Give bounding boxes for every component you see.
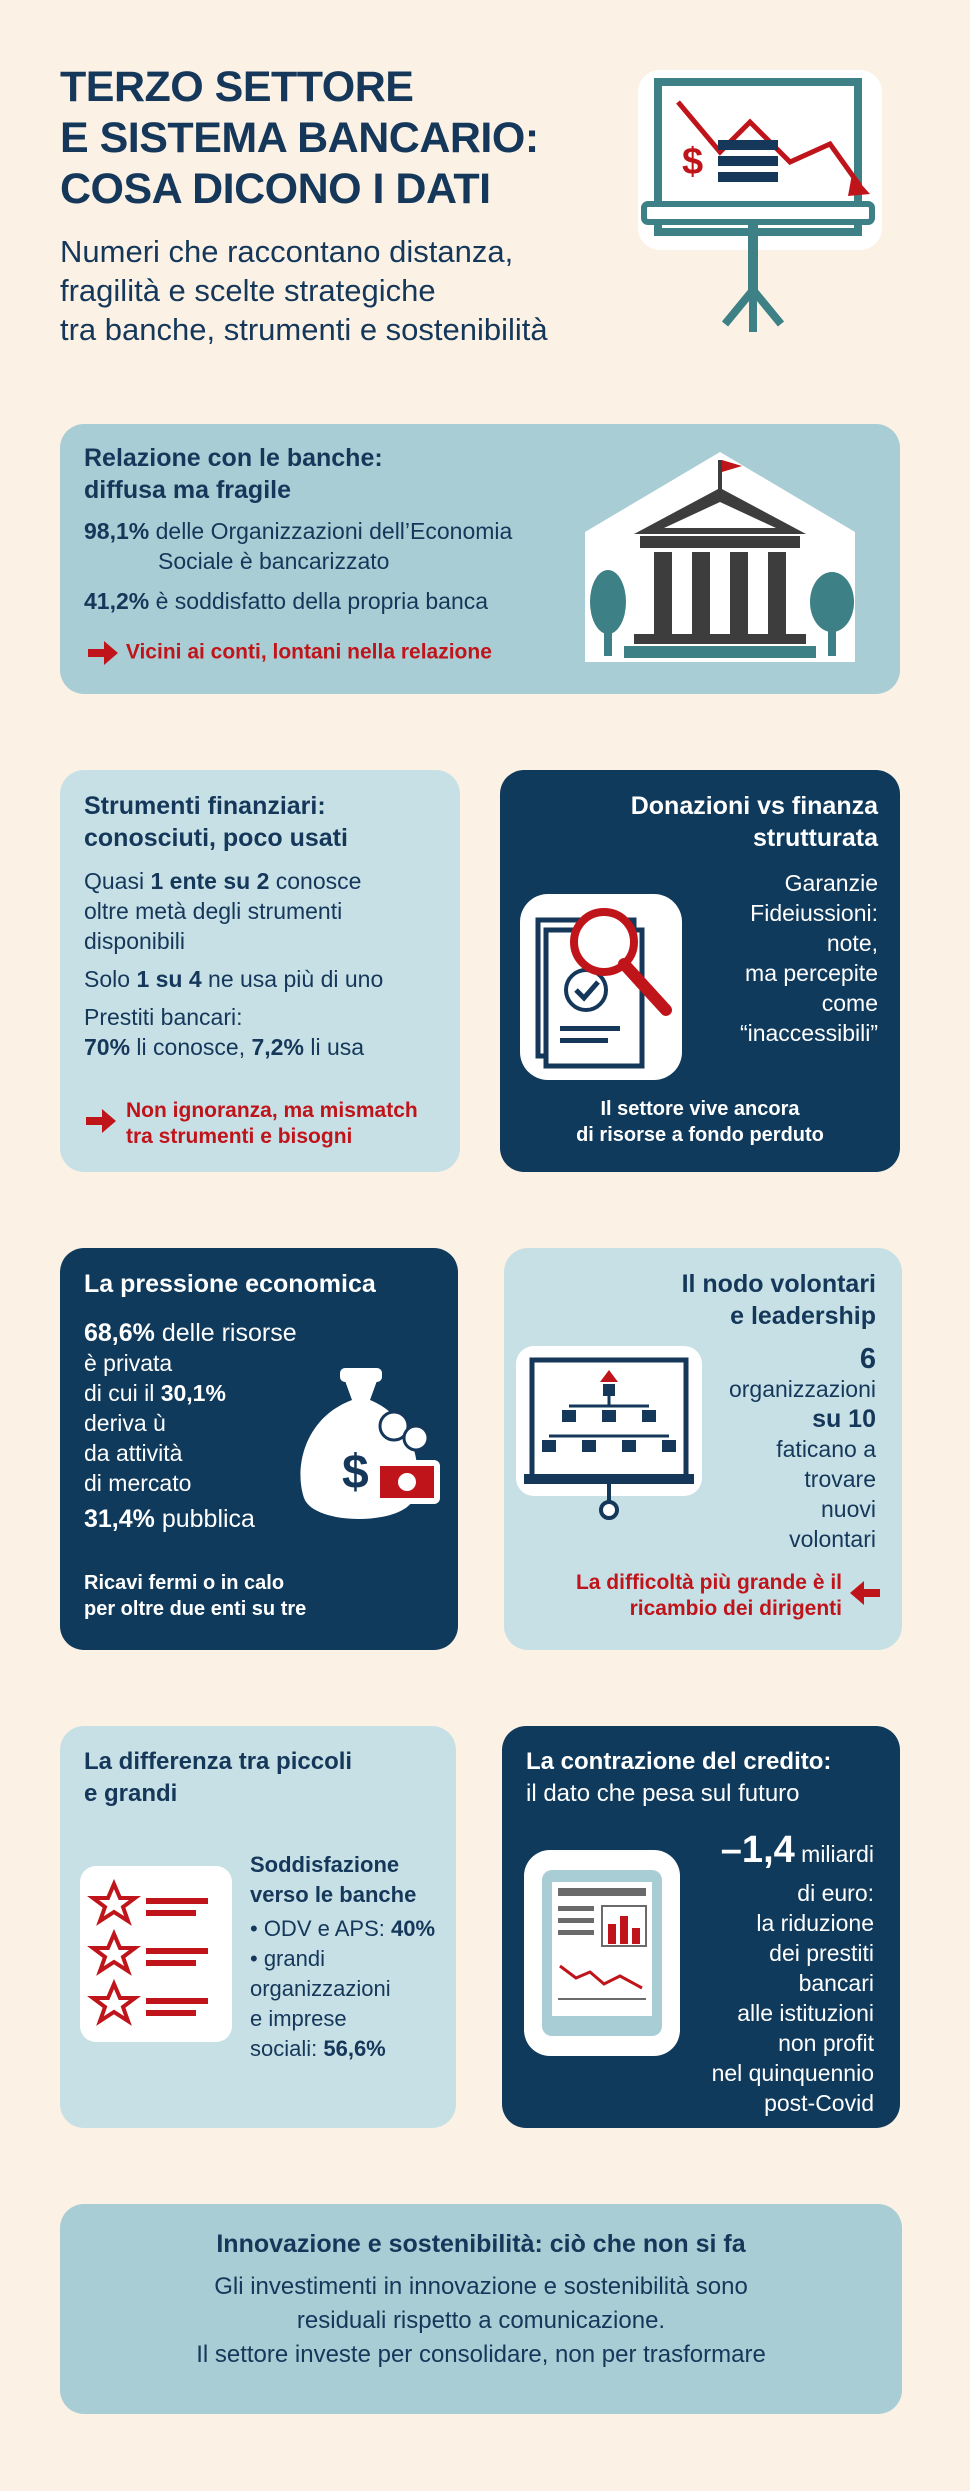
heading-line: diffusa ma fragile <box>84 476 291 504</box>
strumenti-text <box>84 866 444 1062</box>
arrow-right-icon <box>84 638 120 668</box>
text-line: Prestiti bancari: <box>84 1004 243 1030</box>
callout-line: tra strumenti e bisogni <box>126 1125 353 1148</box>
text-line: trovare <box>804 1466 876 1492</box>
strumenti-card <box>60 770 460 1172</box>
text-line: come <box>821 990 878 1016</box>
text-fragment: 7,2% <box>251 1034 304 1060</box>
heading-line: Donazioni vs finanza <box>630 792 878 820</box>
donazioni-footer <box>500 1096 900 1148</box>
text-fragment: 1 ente su 2 <box>150 868 270 894</box>
text-line: nel quinquennio <box>711 2060 874 2086</box>
footer-line: Ricavi fermi o in calo <box>84 1572 285 1594</box>
text-line: “inaccessibili” <box>739 1020 878 1046</box>
subheading-line: verso le banche <box>250 1882 417 1907</box>
text-fragment: conosce <box>269 868 362 894</box>
text-line: di euro: <box>797 1880 874 1906</box>
heading-line: e grandi <box>84 1780 178 1807</box>
stat-soddisfatto <box>84 586 488 616</box>
stat-value: 68,6% <box>84 1319 155 1347</box>
subheading-line: Soddisfazione <box>250 1852 400 1877</box>
donazioni-card <box>500 770 900 1172</box>
heading-line: strutturata <box>752 824 878 852</box>
credito-text <box>712 1830 874 2118</box>
stat-value: 41,2% <box>84 588 150 614</box>
relazione-heading <box>84 442 383 506</box>
text-fragment: 70% <box>84 1034 131 1060</box>
stat-text: Sociale è bancarizzato <box>158 548 390 574</box>
title-line: E SISTEMA BANCARIO: <box>60 114 539 162</box>
stat-value: –1,4 <box>720 1829 795 1871</box>
stat-value: 6 <box>859 1343 876 1375</box>
text-line: bancari <box>798 1970 874 1996</box>
svg-text:$: $ <box>342 1446 369 1499</box>
callout-line: ricambio dei dirigenti <box>629 1597 842 1620</box>
pressione-text <box>84 1318 297 1534</box>
heading-line: Strumenti finanziari: <box>84 792 326 820</box>
text-fragment: sociali: <box>250 2036 324 2061</box>
subtitle-line: Numeri che raccontano distanza, <box>60 234 514 269</box>
text-line: oltre metà degli strumenti <box>84 898 343 924</box>
text-line: Garanzie <box>784 870 878 896</box>
volontari-heading <box>682 1268 876 1332</box>
text-line: e imprese <box>250 2006 347 2031</box>
text-line: deriva ù <box>84 1410 166 1436</box>
text-fragment: Solo <box>84 966 137 992</box>
credito-card <box>502 1726 900 2128</box>
credito-heading <box>526 1746 831 1810</box>
piccoli-card <box>60 1726 456 2128</box>
arrow-left-icon <box>848 1578 884 1608</box>
innovazione-heading: Innovazione e sostenibilità: ciò che non si fa <box>216 2230 746 2258</box>
text-line: residuali rispetto a comunicazione. <box>296 2307 666 2334</box>
stat-value: 30,1% <box>160 1380 226 1406</box>
text-fragment: ne usa più di uno <box>201 966 384 992</box>
volontari-card <box>504 1248 902 1650</box>
innovazione-card <box>60 2204 902 2414</box>
title-line: TERZO SETTORE <box>60 63 414 111</box>
text-line: ma percepite <box>745 960 878 986</box>
text-fragment: • ODV e APS: <box>250 1916 391 1941</box>
piccoli-details <box>250 1850 435 2064</box>
document-magnifier-icon <box>516 880 686 1080</box>
text-fragment: li conosce, <box>130 1034 252 1060</box>
relazione-callout <box>84 638 492 668</box>
text-fragment: 1 su 4 <box>136 966 202 992</box>
strumenti-callout <box>126 1098 418 1150</box>
heading-line: La contrazione del credito: <box>526 1748 832 1775</box>
pressione-heading: La pressione economica <box>84 1270 376 1298</box>
heading-line: La differenza tra piccoli <box>84 1748 353 1775</box>
page-subtitle <box>60 232 548 349</box>
piccoli-heading <box>84 1746 352 1810</box>
text-fragment: di cui il <box>84 1380 161 1406</box>
text-line: alle istituzioni <box>737 2000 874 2026</box>
text-line: dei prestiti <box>769 1940 874 1966</box>
page-title <box>60 62 539 215</box>
donazioni-text <box>740 868 878 1048</box>
text-fragment: pubblica <box>154 1505 255 1533</box>
text-fragment: Quasi <box>84 868 151 894</box>
stat-value: 56,6% <box>323 2036 386 2061</box>
pressione-card <box>60 1248 458 1650</box>
subtitle-line: fragilità e scelte strategiche <box>60 273 436 308</box>
money-bag-icon <box>274 1348 444 1538</box>
callout-line: Non ignoranza, ma mismatch <box>126 1099 418 1122</box>
text-fragment: miliardi <box>794 1841 874 1867</box>
text-line: volontari <box>789 1526 876 1552</box>
text-line: di mercato <box>84 1470 192 1496</box>
text-line: disponibili <box>84 928 186 954</box>
text-line: post-Covid <box>764 2090 874 2116</box>
callout-text: Vicini ai conti, lontani nella relazione <box>125 640 492 664</box>
volontari-callout <box>576 1570 842 1622</box>
innovazione-text <box>60 2270 902 2372</box>
text-line: Gli investimenti in innovazione e sostenibilità sono <box>214 2273 748 2300</box>
stat-text: è soddisfatto della propria banca <box>149 588 489 614</box>
donazioni-heading <box>631 790 878 854</box>
heading-line: conosciuti, poco usati <box>84 824 348 852</box>
heading-line: Relazione con le banche: <box>84 444 383 472</box>
text-line: organizzazioni <box>728 1376 876 1402</box>
title-line: COSA DICONO I DATI <box>60 165 491 213</box>
stat-value: 98,1% <box>84 518 150 544</box>
footer-line: per oltre due enti su tre <box>84 1598 307 1620</box>
report-document-icon <box>522 1848 682 2058</box>
star-rating-list-icon <box>76 1860 236 2050</box>
text-line: faticano a <box>776 1436 876 1462</box>
text-line: • grandi <box>250 1946 325 1971</box>
text-fragment: delle risorse <box>154 1319 297 1347</box>
pressione-footer <box>84 1570 306 1622</box>
stat-value: 40% <box>390 1916 436 1941</box>
presentation-chart-icon <box>630 62 890 362</box>
text-line: Il settore investe per consolidare, non per trasformare <box>196 2341 766 2368</box>
footer-line: di risorse a fondo perduto <box>576 1124 824 1146</box>
text-line: nuovi <box>821 1496 876 1522</box>
text-line: Fideiussioni: <box>750 900 878 926</box>
heading-line: Il nodo volontari <box>681 1270 876 1298</box>
footer-line: Il settore vive ancora <box>600 1098 800 1120</box>
arrow-right-icon <box>82 1106 118 1136</box>
stat-value: 31,4% <box>84 1505 155 1533</box>
text-line: è privata <box>84 1350 173 1376</box>
volontari-text <box>729 1344 876 1554</box>
text-fragment: li usa <box>303 1034 365 1060</box>
text-line: la riduzione <box>756 1910 874 1936</box>
stat-text: delle Organizzazioni dell’Economia <box>149 518 513 544</box>
heading-line: e leadership <box>730 1302 876 1330</box>
text-line: organizzazioni <box>250 1976 391 2001</box>
org-chart-board-icon <box>514 1344 704 1524</box>
svg-text:$: $ <box>682 141 704 183</box>
callout-line: La difficoltà più grande è il <box>575 1571 842 1594</box>
piccoli-subheading <box>250 1850 435 1910</box>
bank-building-icon <box>570 442 870 682</box>
text-line: non profit <box>778 2030 874 2056</box>
stat-bancarizzato <box>84 516 604 576</box>
text-line: da attività <box>84 1440 183 1466</box>
strumenti-heading <box>84 790 348 854</box>
heading-line: il dato che pesa sul futuro <box>526 1780 800 1807</box>
piccoli-bullets <box>250 1914 435 2064</box>
text-line: note, <box>826 930 878 956</box>
relazione-card <box>60 424 900 694</box>
stat-value: su 10 <box>812 1405 876 1433</box>
subtitle-line: tra banche, strumenti e sostenibilità <box>60 312 548 347</box>
